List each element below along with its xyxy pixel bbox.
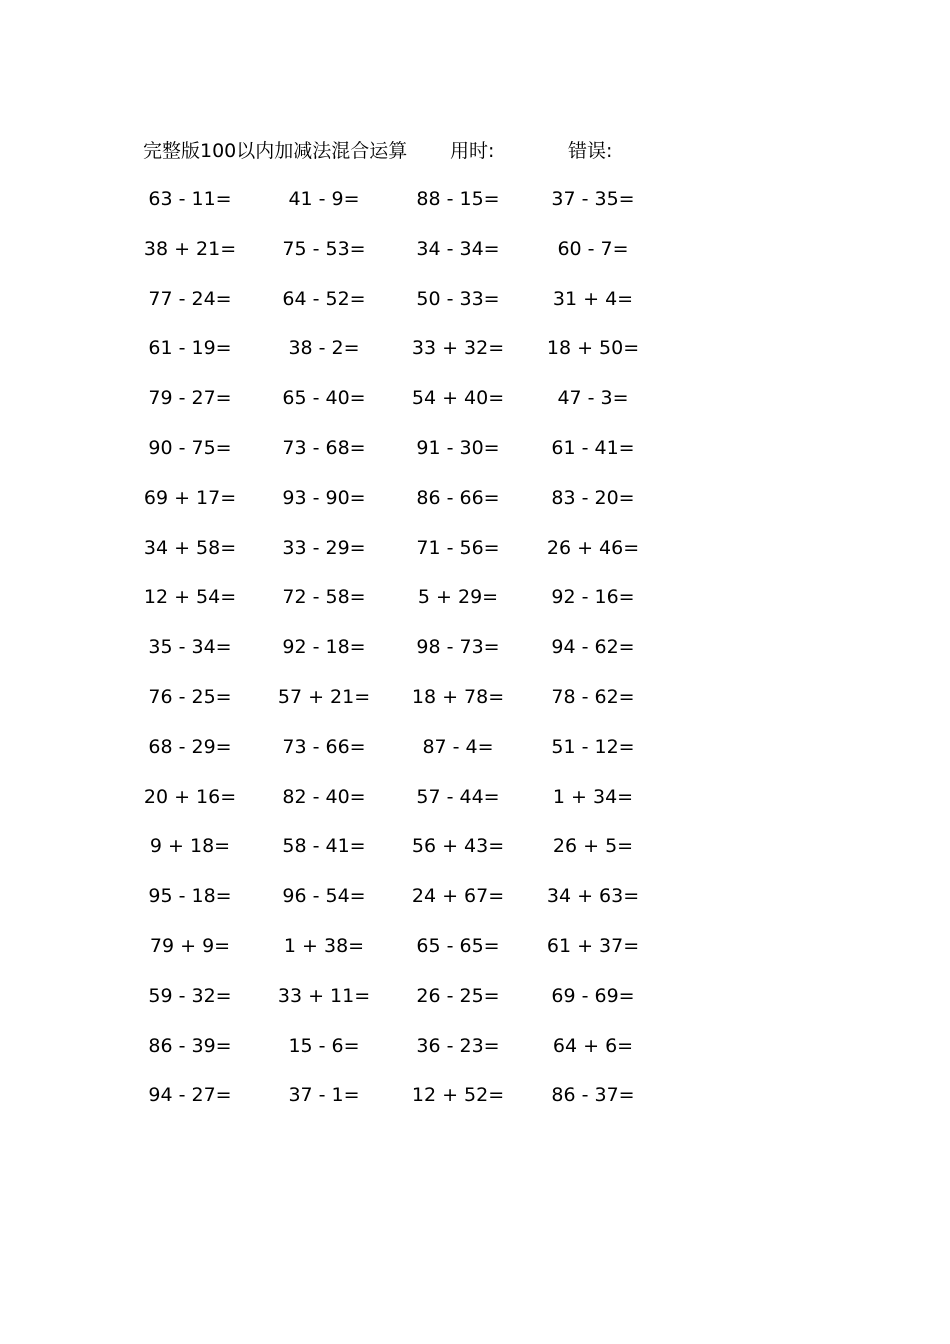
math-problem: 59 - 32=: [148, 984, 232, 1007]
math-problem: 86 - 66=: [416, 486, 500, 509]
math-problem: 69 + 17=: [143, 486, 237, 509]
worksheet-title: 完整版100以内加减法混合运算: [143, 140, 408, 162]
math-problem: 60 - 7=: [557, 237, 629, 260]
math-problem: 72 - 58=: [282, 586, 366, 609]
problem-row: [0, 185, 950, 235]
error-label: 错误:: [568, 140, 613, 162]
math-problem: 54 + 40=: [411, 387, 505, 410]
math-problem: 75 - 53=: [282, 237, 366, 260]
math-problem: 65 - 65=: [416, 934, 500, 957]
math-problem: 58 - 41=: [282, 835, 366, 858]
math-problem: 86 - 37=: [551, 1084, 635, 1107]
math-problem: 12 + 52=: [411, 1084, 505, 1107]
math-problem: 5 + 29=: [417, 586, 499, 609]
math-problem: 64 + 6=: [552, 1034, 634, 1057]
math-problem: 18 + 78=: [411, 685, 505, 708]
math-problem: 47 - 3=: [557, 387, 629, 410]
problem-row: [0, 733, 950, 783]
math-problem: 79 + 9=: [149, 934, 231, 957]
math-problem: 31 + 4=: [552, 287, 634, 310]
math-problem: 87 - 4=: [422, 735, 494, 758]
math-problem: 94 - 62=: [551, 636, 635, 659]
math-problem: 33 + 11=: [277, 984, 371, 1007]
math-problem: 92 - 16=: [551, 586, 635, 609]
math-problem: 95 - 18=: [148, 885, 232, 908]
math-problem: 79 - 27=: [148, 387, 232, 410]
problem-row: [0, 534, 950, 584]
math-problem: 94 - 27=: [148, 1084, 232, 1107]
problem-row: [0, 1032, 950, 1082]
problem-row: [0, 932, 950, 982]
math-problem: 33 + 32=: [411, 337, 505, 360]
math-problem: 37 - 1=: [288, 1084, 360, 1107]
problem-row: [0, 1081, 950, 1131]
math-problem: 73 - 66=: [282, 735, 366, 758]
math-problem: 96 - 54=: [282, 885, 366, 908]
math-problem: 65 - 40=: [282, 387, 366, 410]
math-problem: 9 + 18=: [149, 835, 231, 858]
math-problem: 73 - 68=: [282, 436, 366, 459]
problem-row: [0, 235, 950, 285]
math-problem: 92 - 18=: [282, 636, 366, 659]
math-problem: 76 - 25=: [148, 685, 232, 708]
problem-row: [0, 882, 950, 932]
math-problem: 33 - 29=: [282, 536, 366, 559]
math-problem: 57 - 44=: [416, 785, 500, 808]
problem-row: [0, 484, 950, 534]
math-problem: 71 - 56=: [416, 536, 500, 559]
math-problem: 34 + 58=: [143, 536, 237, 559]
worksheet-header: [0, 137, 950, 165]
math-problem: 88 - 15=: [416, 188, 500, 210]
math-problem: 90 - 75=: [148, 436, 232, 459]
math-problem: 61 - 19=: [148, 337, 232, 360]
math-problem: 24 + 67=: [411, 885, 505, 908]
math-problem: 61 + 37=: [546, 934, 640, 957]
math-problem: 91 - 30=: [416, 436, 500, 459]
problem-row: [0, 633, 950, 683]
math-problem: 15 - 6=: [288, 1034, 360, 1057]
math-problem: 37 - 35=: [551, 188, 635, 210]
math-problem: 82 - 40=: [282, 785, 366, 808]
math-problem: 64 - 52=: [282, 287, 366, 310]
math-problem: 50 - 33=: [416, 287, 500, 310]
time-label: 用时:: [450, 140, 495, 162]
math-problem: 98 - 73=: [416, 636, 500, 659]
math-problem: 56 + 43=: [411, 835, 505, 858]
math-problem: 1 + 38=: [283, 934, 365, 957]
math-problem: 34 - 34=: [416, 237, 500, 260]
math-problem: 38 - 2=: [288, 337, 360, 360]
math-problem: 51 - 12=: [551, 735, 635, 758]
problem-row: [0, 285, 950, 335]
math-problem: 26 + 5=: [552, 835, 634, 858]
problem-row: [0, 334, 950, 384]
math-problem: 57 + 21=: [277, 685, 371, 708]
math-problem: 63 - 11=: [148, 188, 232, 210]
math-problem: 86 - 39=: [148, 1034, 232, 1057]
math-problem: 38 + 21=: [143, 237, 237, 260]
math-problem: 35 - 34=: [148, 636, 232, 659]
math-problem: 1 + 34=: [552, 785, 634, 808]
math-problem: 18 + 50=: [546, 337, 640, 360]
math-problem: 93 - 90=: [282, 486, 366, 509]
math-problem: 20 + 16=: [143, 785, 237, 808]
problem-grid: [0, 185, 950, 1131]
problem-row: [0, 683, 950, 733]
math-problem: 26 + 46=: [546, 536, 640, 559]
problem-row: [0, 982, 950, 1032]
math-problem: 34 + 63=: [546, 885, 640, 908]
math-problem: 69 - 69=: [551, 984, 635, 1007]
math-problem: 78 - 62=: [551, 685, 635, 708]
math-problem: 12 + 54=: [143, 586, 237, 609]
math-problem: 26 - 25=: [416, 984, 500, 1007]
problem-row: [0, 832, 950, 882]
math-problem: 36 - 23=: [416, 1034, 500, 1057]
math-problem: 68 - 29=: [148, 735, 232, 758]
problem-row: [0, 384, 950, 434]
math-problem: 77 - 24=: [148, 287, 232, 310]
problem-row: [0, 583, 950, 633]
math-problem: 61 - 41=: [551, 436, 635, 459]
problem-row: [0, 783, 950, 833]
problem-row: [0, 434, 950, 484]
math-problem: 83 - 20=: [551, 486, 635, 509]
math-problem: 41 - 9=: [288, 188, 360, 210]
